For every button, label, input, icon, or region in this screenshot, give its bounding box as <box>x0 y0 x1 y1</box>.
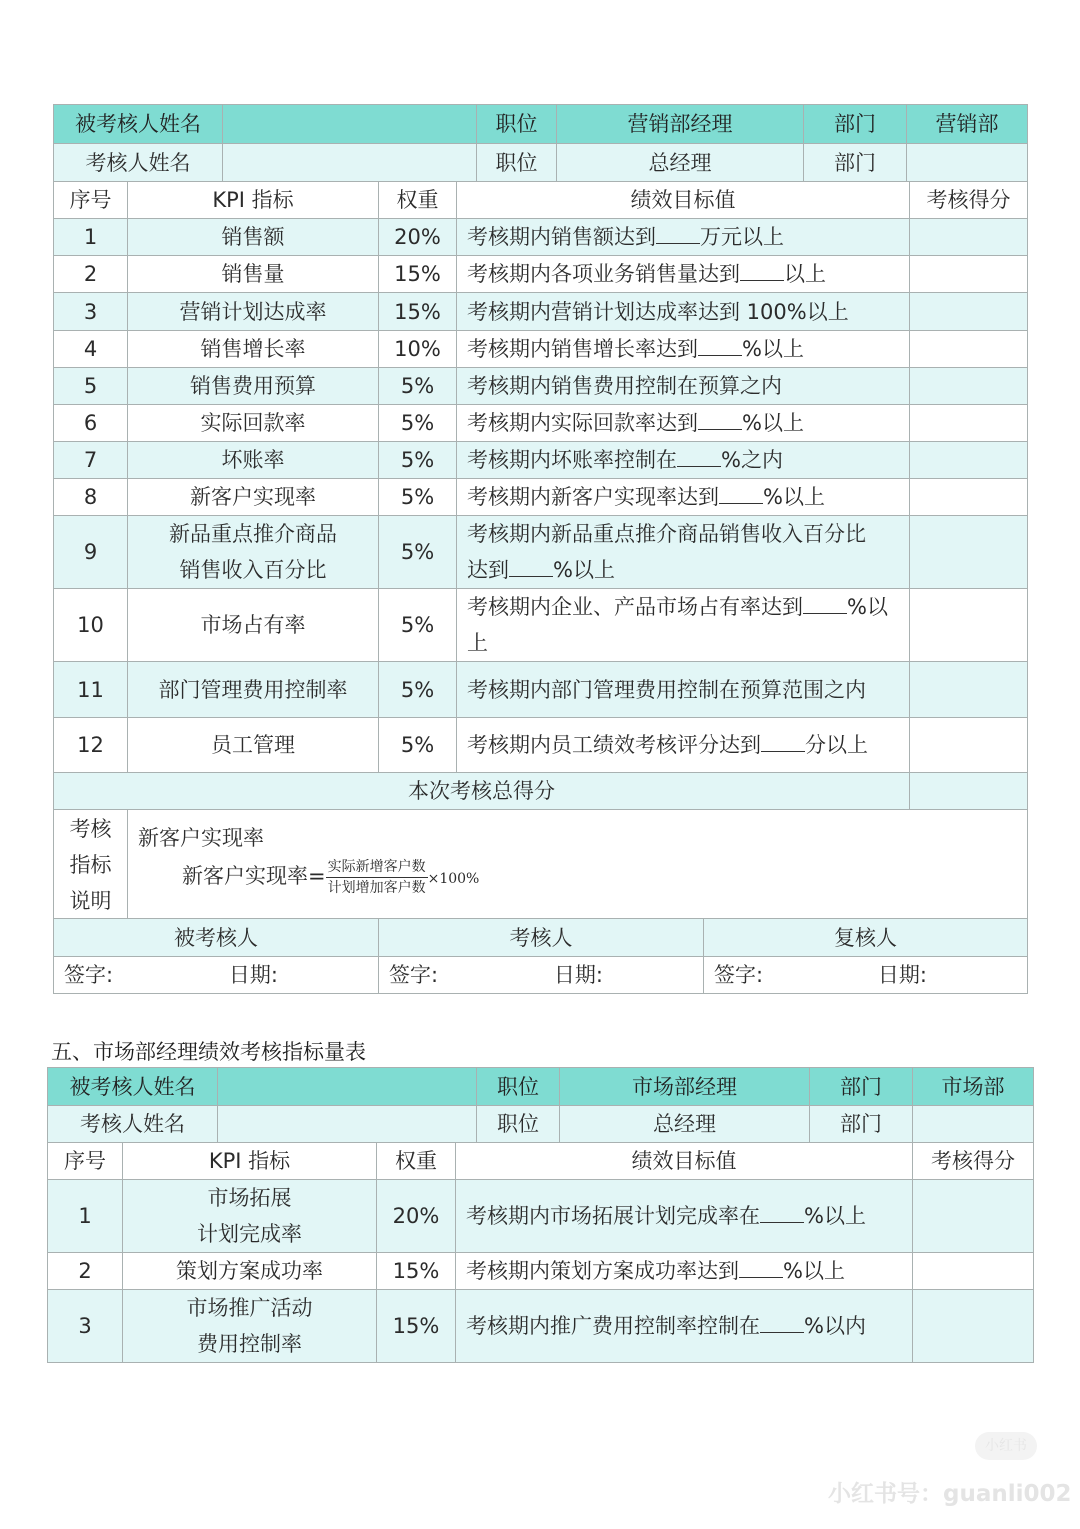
date-label: 日期: <box>553 963 603 987</box>
evaluator-position-label: 职位 <box>477 144 557 182</box>
evaluatee-dept-value: 营销部 <box>907 105 1028 144</box>
fill-in-blank[interactable] <box>760 1200 804 1223</box>
position-label: 职位 <box>477 1068 560 1106</box>
sign-label: 签字: <box>64 963 114 987</box>
row-weight: 10% <box>379 331 457 368</box>
explanation-content <box>128 810 1028 920</box>
evaluator-dept-field[interactable] <box>913 1106 1034 1143</box>
table-row <box>54 368 1028 405</box>
kpi-explanation-row <box>54 810 1028 920</box>
row-score-field[interactable] <box>913 1180 1034 1253</box>
col-header-kpi: KPI 指标 <box>128 182 379 219</box>
row-weight: 15% <box>377 1253 456 1290</box>
fill-in-blank[interactable] <box>719 481 763 504</box>
col-header-no: 序号 <box>54 182 128 219</box>
row-weight: 20% <box>379 219 457 256</box>
table-row <box>54 479 1028 516</box>
watermark-text: 小红书号：guanli002 <box>828 1481 1072 1507</box>
row-no: 1 <box>48 1180 123 1253</box>
fill-in-blank[interactable] <box>698 407 742 430</box>
evaluatee-name-field[interactable] <box>218 1068 477 1106</box>
evaluatee-dept-value: 市场部 <box>913 1068 1034 1106</box>
row-weight: 5% <box>379 589 457 662</box>
row-weight: 5% <box>379 718 457 773</box>
explanation-formula: 新客户实现率= $\frac{\text{实际新增客户数}}{\text{计划增加客户数}}$ ×100% <box>182 858 480 896</box>
table-row <box>48 1180 1034 1253</box>
col-header-kpi: KPI 指标 <box>123 1143 377 1180</box>
column-header-row <box>48 1143 1034 1180</box>
fill-in-blank[interactable] <box>698 333 742 356</box>
col-header-weight: 权重 <box>377 1143 456 1180</box>
row-weight: 20% <box>377 1180 456 1253</box>
row-score-field[interactable] <box>910 442 1028 479</box>
row-score-field[interactable] <box>910 219 1028 256</box>
explanation-title: 新客户实现率 <box>138 826 264 850</box>
row-no: 4 <box>54 331 128 368</box>
row-kpi: 销售增长率 <box>128 331 379 368</box>
row-score-field[interactable] <box>910 662 1028 718</box>
row-kpi: 部门管理费用控制率 <box>128 662 379 718</box>
col-header-target: 绩效目标值 <box>456 1143 913 1180</box>
fill-in-blank[interactable] <box>803 591 847 614</box>
row-no: 5 <box>54 368 128 405</box>
evaluatee-position-value: 市场部经理 <box>560 1068 810 1106</box>
row-score-field[interactable] <box>910 479 1028 516</box>
fill-in-blank[interactable] <box>760 1310 804 1333</box>
formula-fraction: $\frac{\text{实际新增客户数}}{\text{计划增加客户数}}$ <box>327 858 426 896</box>
total-score-row <box>54 773 1028 810</box>
date-label: 日期: <box>228 963 278 987</box>
sign-label: 签字: <box>714 963 764 987</box>
row-target: 考核期内销售增长率达到 %以上 <box>457 331 910 368</box>
table-row <box>54 293 1028 331</box>
row-score-field[interactable] <box>910 589 1028 662</box>
evaluator-name-label: 考核人姓名 <box>54 144 223 182</box>
row-score-field[interactable] <box>910 718 1028 773</box>
row-no: 3 <box>54 293 128 331</box>
row-no: 10 <box>54 589 128 662</box>
row-kpi: 新客户实现率 <box>128 479 379 516</box>
evaluator-name-field[interactable] <box>218 1106 477 1143</box>
fill-in-blank[interactable] <box>656 221 700 244</box>
total-score-field[interactable] <box>910 773 1028 810</box>
evaluator-row <box>54 144 1028 182</box>
row-no: 7 <box>54 442 128 479</box>
row-kpi: 市场拓展 计划完成率 <box>123 1180 377 1253</box>
evaluator-dept-label: 部门 <box>810 1106 913 1143</box>
column-header-row <box>54 182 1028 219</box>
col-header-score: 考核得分 <box>910 182 1028 219</box>
row-no: 12 <box>54 718 128 773</box>
position-label: 职位 <box>477 105 557 144</box>
dept-label: 部门 <box>804 105 907 144</box>
signature-fields-row <box>54 957 1028 994</box>
row-target: 考核期内推广费用控制率控制在 %以内 <box>456 1290 913 1363</box>
row-target: 考核期内员工绩效考核评分达到 分以上 <box>457 718 910 773</box>
evaluatee-name-field[interactable] <box>223 105 477 144</box>
row-no: 3 <box>48 1290 123 1363</box>
table-row <box>54 516 1028 589</box>
row-target: 考核期内新客户实现率达到 %以上 <box>457 479 910 516</box>
row-weight: 15% <box>379 256 457 293</box>
row-kpi: 实际回款率 <box>128 405 379 442</box>
evaluator-dept-field[interactable] <box>907 144 1028 182</box>
marketing-sales-kpi-table <box>53 104 1028 182</box>
row-target: 考核期内坏账率控制在 %之内 <box>457 442 910 479</box>
fill-in-blank[interactable] <box>739 1255 783 1278</box>
table-row <box>54 405 1028 442</box>
date-label: 日期: <box>877 963 927 987</box>
row-target: 考核期内企业、产品市场占有率达到 %以 上 <box>457 589 910 662</box>
row-target: 考核期内实际回款率达到 %以上 <box>457 405 910 442</box>
dept-label: 部门 <box>810 1068 913 1106</box>
row-score-field[interactable] <box>910 516 1028 589</box>
row-no: 11 <box>54 662 128 718</box>
row-target: 考核期内策划方案成功率达到 %以上 <box>456 1253 913 1290</box>
row-target: 考核期内销售额达到 万元以上 <box>457 219 910 256</box>
fill-in-blank[interactable] <box>509 554 553 577</box>
reviewer-signature-cell[interactable] <box>704 957 1028 994</box>
market-dept-kpi-table <box>47 1067 1034 1143</box>
evaluatee-row <box>48 1068 1034 1106</box>
row-target: 考核期内新品重点推介商品销售收入百分比 达到 %以上 <box>457 516 910 589</box>
table-row <box>54 662 1028 718</box>
section-title: 五、市场部经理绩效考核指标量表 <box>51 1040 366 1064</box>
row-kpi: 市场推广活动 费用控制率 <box>123 1290 377 1363</box>
evaluator-position-label: 职位 <box>477 1106 560 1143</box>
role-evaluator: 考核人 <box>379 919 704 957</box>
row-score-field[interactable] <box>910 331 1028 368</box>
row-kpi: 策划方案成功率 <box>123 1253 377 1290</box>
row-no: 2 <box>48 1253 123 1290</box>
row-no: 8 <box>54 479 128 516</box>
market-dept-kpi-body <box>47 1142 1034 1363</box>
role-evaluatee: 被考核人 <box>54 919 379 957</box>
evaluator-row <box>48 1106 1034 1143</box>
evaluator-name-field[interactable] <box>223 144 477 182</box>
row-target: 考核期内市场拓展计划完成率在 %以上 <box>456 1180 913 1253</box>
table-row <box>48 1290 1034 1363</box>
row-score-field[interactable] <box>910 405 1028 442</box>
evaluatee-signature-cell[interactable] <box>54 957 379 994</box>
row-weight: 5% <box>379 516 457 589</box>
marketing-sales-kpi-body <box>53 181 1028 920</box>
col-header-no: 序号 <box>48 1143 123 1180</box>
signature-table <box>53 918 1028 994</box>
evaluatee-row <box>54 105 1028 144</box>
row-weight: 5% <box>379 662 457 718</box>
total-score-label: 本次考核总得分 <box>54 773 910 810</box>
explanation-label: 考核 指标 说明 <box>54 810 128 920</box>
fill-in-blank[interactable] <box>761 729 805 752</box>
row-weight: 5% <box>379 442 457 479</box>
row-score-field[interactable] <box>910 256 1028 293</box>
row-kpi: 销售费用预算 <box>128 368 379 405</box>
row-kpi: 销售量 <box>128 256 379 293</box>
row-no: 2 <box>54 256 128 293</box>
row-kpi: 新品重点推介商品 销售收入百分比 <box>128 516 379 589</box>
table-row <box>54 219 1028 256</box>
row-kpi: 销售额 <box>128 219 379 256</box>
row-score-field[interactable] <box>913 1290 1034 1363</box>
row-weight: 15% <box>377 1290 456 1363</box>
sign-label: 签字: <box>389 963 439 987</box>
row-weight: 15% <box>379 293 457 331</box>
table-row <box>54 718 1028 773</box>
row-score-field[interactable] <box>910 368 1028 405</box>
row-no: 6 <box>54 405 128 442</box>
col-header-score: 考核得分 <box>913 1143 1034 1180</box>
evaluatee-name-label: 被考核人姓名 <box>48 1068 218 1106</box>
row-kpi: 营销计划达成率 <box>128 293 379 331</box>
table-row <box>48 1253 1034 1290</box>
row-target: 考核期内部门管理费用控制在预算范围之内 <box>457 662 910 718</box>
col-header-weight: 权重 <box>379 182 457 219</box>
signature-roles-row <box>54 919 1028 957</box>
row-kpi: 员工管理 <box>128 718 379 773</box>
evaluator-signature-cell[interactable] <box>379 957 704 994</box>
evaluator-position-value: 总经理 <box>560 1106 810 1143</box>
row-weight: 5% <box>379 479 457 516</box>
row-weight: 5% <box>379 405 457 442</box>
evaluator-dept-label: 部门 <box>804 144 907 182</box>
row-target: 考核期内各项业务销售量达到 以上 <box>457 256 910 293</box>
row-no: 1 <box>54 219 128 256</box>
table-row <box>54 442 1028 479</box>
row-kpi: 市场占有率 <box>128 589 379 662</box>
row-target: 考核期内销售费用控制在预算之内 <box>457 368 910 405</box>
role-reviewer: 复核人 <box>704 919 1028 957</box>
row-score-field[interactable] <box>910 293 1028 331</box>
row-weight: 5% <box>379 368 457 405</box>
col-header-target: 绩效目标值 <box>457 182 910 219</box>
evaluatee-name-label: 被考核人姓名 <box>54 105 223 144</box>
row-no: 9 <box>54 516 128 589</box>
evaluator-name-label: 考核人姓名 <box>48 1106 218 1143</box>
table-row <box>54 256 1028 293</box>
fill-in-blank[interactable] <box>677 444 721 467</box>
evaluatee-position-value: 营销部经理 <box>557 105 804 144</box>
table-row <box>54 331 1028 368</box>
row-score-field[interactable] <box>913 1253 1034 1290</box>
watermark-badge: 小红书 <box>975 1432 1037 1460</box>
fill-in-blank[interactable] <box>740 258 784 281</box>
row-target: 考核期内营销计划达成率达到 100%以上 <box>457 293 910 331</box>
row-kpi: 坏账率 <box>128 442 379 479</box>
table-row <box>54 589 1028 662</box>
evaluator-position-value: 总经理 <box>557 144 804 182</box>
